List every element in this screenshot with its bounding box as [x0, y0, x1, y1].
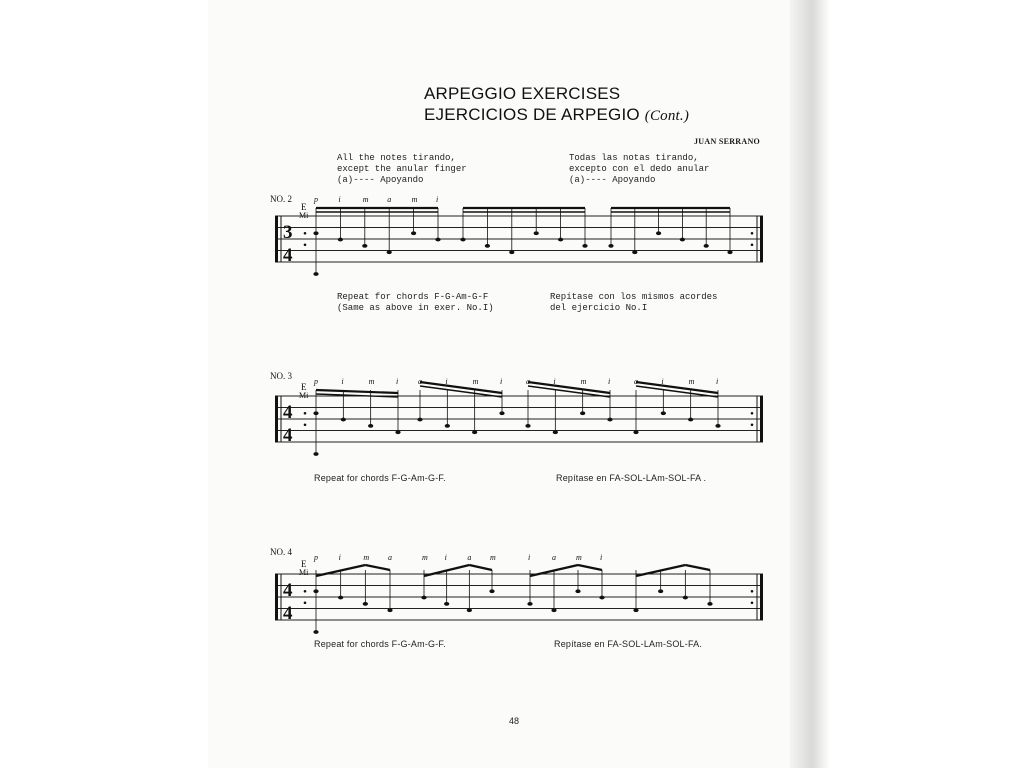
repeat-english-line: Repeat for chords F-G-Am-G-F	[337, 292, 489, 302]
note-head	[387, 608, 392, 612]
fingering-label: i	[716, 377, 719, 386]
repeat-spanish: Repítase en FA-SOL-LAm-SOL-FA.	[554, 639, 703, 649]
repeat-bar	[275, 216, 278, 262]
repeat-english-line: (Same as above in exer. No.I)	[337, 303, 494, 313]
note-head	[551, 608, 556, 612]
note-head	[632, 250, 637, 254]
bass-note-head	[313, 630, 318, 634]
note-head	[525, 424, 530, 428]
string-name-es: Mi	[299, 391, 309, 400]
fingering-label: m	[580, 377, 587, 386]
note-head	[499, 411, 504, 415]
fingering-label: m	[490, 553, 496, 562]
fingering-label: i	[608, 377, 611, 386]
instruction-spanish-line: (a)---- Apoyando	[569, 175, 656, 185]
repeat-dot	[304, 423, 307, 426]
beam	[685, 565, 710, 570]
title-cont: (Cont.)	[644, 108, 690, 124]
note-head	[715, 424, 720, 428]
note-head	[411, 231, 416, 235]
exercise-number: NO. 4	[270, 547, 292, 557]
repeat-dot	[304, 590, 307, 593]
fingering-label: a	[387, 195, 392, 204]
instruction-spanish-line: Todas las notas tirando,	[569, 153, 699, 163]
note-head	[607, 418, 612, 422]
note-head	[341, 418, 346, 422]
fingering-label: m	[411, 195, 418, 204]
note-head	[460, 238, 465, 242]
fingering-label: m	[368, 377, 375, 386]
repeat-bar	[275, 396, 278, 442]
fingering-label: p	[314, 553, 318, 562]
staff-no3	[275, 377, 763, 456]
repeat-dot	[751, 601, 754, 604]
note-head	[485, 244, 490, 248]
repeat-dot	[751, 232, 754, 235]
note-head	[575, 589, 580, 593]
note-head	[338, 238, 343, 242]
note-head	[580, 411, 585, 415]
note-head	[608, 244, 613, 248]
instruction-english-line: All the notes tirando,	[337, 153, 456, 163]
note-head	[727, 250, 732, 254]
fingering-label: m	[422, 553, 428, 562]
bass-note-head	[313, 452, 318, 456]
fingering-label: i	[661, 377, 664, 386]
repeat-bar	[275, 574, 278, 620]
beam	[316, 390, 398, 393]
note-head	[421, 596, 426, 600]
repeat-bar	[760, 574, 763, 620]
fingering-label: a	[467, 553, 472, 562]
note-head	[633, 608, 638, 612]
note-head	[467, 608, 472, 612]
note-head	[704, 244, 709, 248]
fingering-label: p	[314, 195, 318, 204]
note-head	[417, 418, 422, 422]
repeat-bar	[760, 396, 763, 442]
repeat-english: Repeat for chords F-G-Am-G-F.	[314, 473, 446, 483]
note-head	[582, 244, 587, 248]
fingering-label: i	[600, 553, 603, 562]
fingering-label: m	[576, 553, 582, 562]
fingering-label: i	[445, 377, 448, 386]
repeat-dot	[304, 243, 307, 246]
string-name: E	[301, 382, 307, 392]
fingering-label: m	[472, 377, 479, 386]
exercise-number: NO. 2	[270, 194, 292, 204]
instruction-english-line: except the anular finger	[337, 164, 467, 174]
repeat-dot	[751, 423, 754, 426]
time-signature-bottom: 4	[283, 602, 293, 624]
note-head	[362, 244, 367, 248]
note-head	[707, 602, 712, 606]
staff-no4	[275, 553, 763, 634]
fingering-label: m	[362, 195, 369, 204]
beam	[469, 565, 492, 570]
instruction-english-line: (a)---- Apoyando	[337, 175, 424, 185]
title-english: ARPEGGIO EXERCISES	[424, 84, 621, 103]
string-name: E	[301, 559, 307, 569]
exercise-number: NO. 3	[270, 371, 292, 381]
note-head	[368, 424, 373, 428]
beam	[365, 565, 390, 570]
repeat-dot	[304, 412, 307, 415]
note-head	[509, 250, 514, 254]
note-head	[363, 602, 368, 606]
repeat-dot	[304, 601, 307, 604]
note-head	[387, 250, 392, 254]
note-head	[599, 596, 604, 600]
fingering-label: i	[338, 553, 341, 562]
page-number: 48	[509, 716, 520, 726]
beam	[578, 565, 602, 570]
instruction-spanish-line: excepto con el dedo anular	[569, 164, 710, 174]
fingering-label: i	[338, 195, 341, 204]
note-head	[435, 238, 440, 242]
note-head	[338, 596, 343, 600]
note-head	[661, 411, 666, 415]
note-head	[489, 589, 494, 593]
fingering-label: i	[341, 377, 344, 386]
note-head	[527, 602, 532, 606]
note-head	[553, 430, 558, 434]
note-head	[680, 238, 685, 242]
repeat-spanish-line: del ejercicio No.I	[550, 303, 648, 313]
note-head	[395, 430, 400, 434]
string-name-es: Mi	[299, 568, 309, 577]
time-signature-top: 3	[283, 221, 293, 243]
note-head	[472, 430, 477, 434]
string-name: E	[301, 202, 307, 212]
staff-no2	[275, 195, 763, 276]
time-signature-bottom: 4	[283, 244, 293, 266]
time-signature-top: 4	[283, 401, 293, 423]
note-head	[445, 424, 450, 428]
repeat-bar	[760, 216, 763, 262]
note-head	[688, 418, 693, 422]
fingering-label: m	[688, 377, 695, 386]
fingering-label: a	[418, 377, 422, 386]
note-head	[633, 430, 638, 434]
fingering-label: m	[363, 553, 370, 562]
repeat-dot	[751, 243, 754, 246]
fingering-label: a	[552, 553, 556, 562]
fingering-label: a	[634, 377, 638, 386]
repeat-dot	[304, 232, 307, 235]
fingering-label: p	[314, 377, 318, 386]
string-name-es: Mi	[299, 211, 309, 220]
fingering-label: i	[436, 195, 439, 204]
fingering-label: i	[528, 553, 531, 562]
repeat-spanish-line: Repítase con los mismos acordes	[550, 292, 718, 302]
fingering-label: i	[396, 377, 399, 386]
fingering-label: i	[500, 377, 503, 386]
fingering-label: a	[526, 377, 530, 386]
repeat-dot	[751, 412, 754, 415]
fingering-label: i	[553, 377, 556, 386]
beam	[316, 394, 398, 397]
note-head	[558, 238, 563, 242]
title-spanish-main: EJERCICIOS DE ARPEGIO	[424, 105, 640, 124]
note-head	[658, 589, 663, 593]
bass-note-head	[313, 272, 318, 276]
note-head	[683, 596, 688, 600]
repeat-spanish: Repítase en FA-SOL-LAm-SOL-FA .	[556, 473, 707, 483]
note-head	[444, 602, 449, 606]
fingering-label: i	[444, 553, 447, 562]
repeat-dot	[751, 590, 754, 593]
note-head	[656, 231, 661, 235]
fingering-label: a	[388, 553, 392, 562]
note-head	[534, 231, 539, 235]
author: JUAN SERRANO	[694, 137, 761, 146]
time-signature-top: 4	[283, 579, 293, 601]
time-signature-bottom: 4	[283, 424, 293, 446]
repeat-english: Repeat for chords F-G-Am-G-F.	[314, 639, 446, 649]
